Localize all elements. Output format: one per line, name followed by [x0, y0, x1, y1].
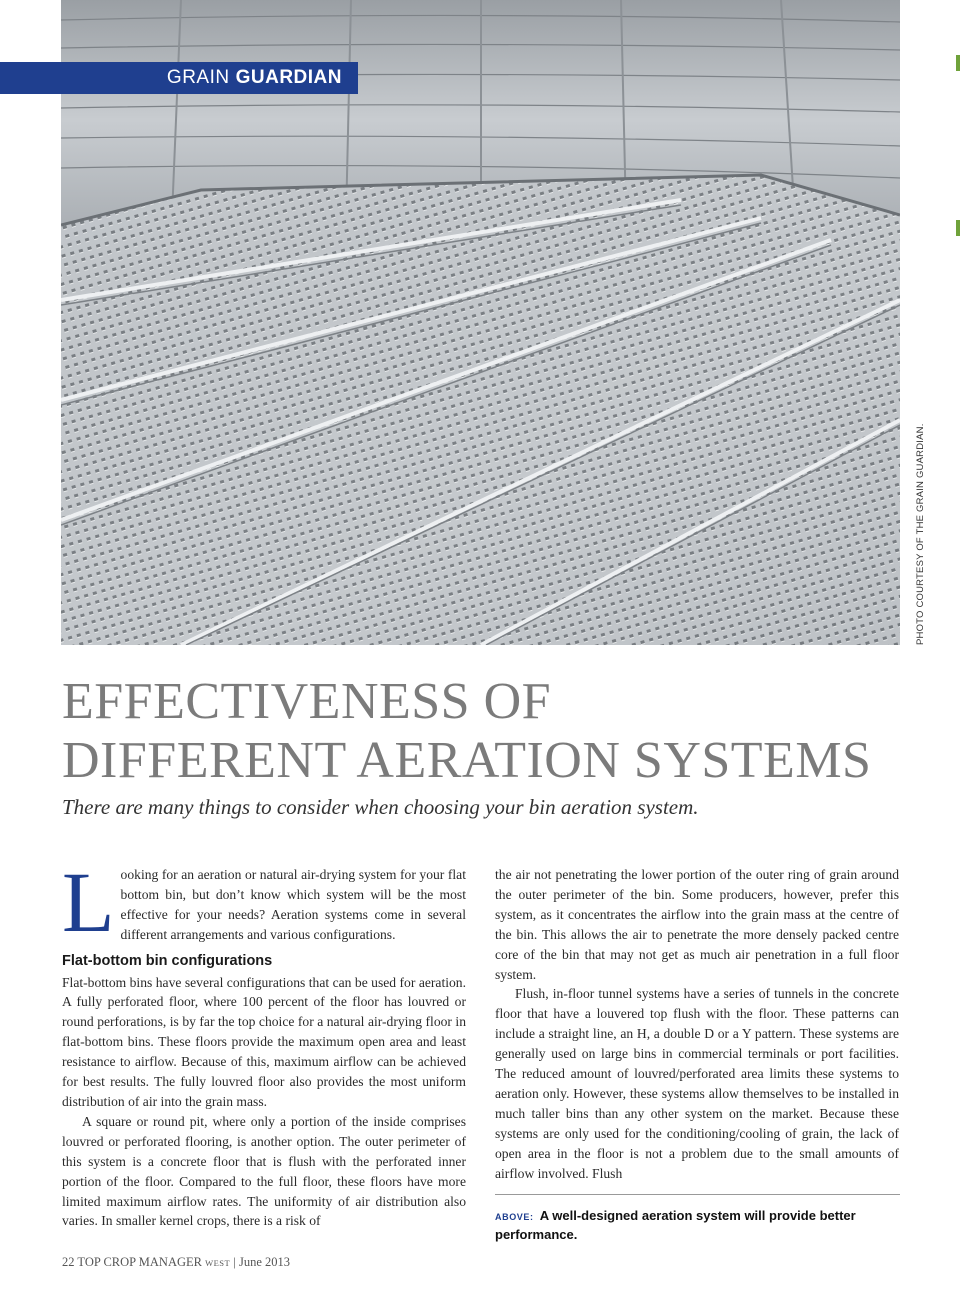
issue-date: June 2013 — [239, 1255, 291, 1269]
title-line-1: EFFECTIVENESS OF — [62, 673, 552, 730]
right-column — [495, 865, 899, 1184]
left-column — [62, 854, 466, 1231]
photo-caption — [495, 1207, 900, 1243]
body-paragraph: Flush, in-floor tunnel systems have a series of tunnels in the concrete floor that have a louvered top flush with the floor. These patterns can include a straight line, an H, a double D or a Y pattern. These systems are generally used on large bins in commercial terminals or port facilities. The reduced amount of louvred/perforated area limits these systems to aeration only. However, these systems allow themselves to be installed in much taller bins than any other system on the market. Because these systems are only used for the conditioning/cooling of grain, the lack of open area in the floor is not a problem due to the small amounts of airflow involved. Flush — [495, 986, 899, 1181]
page-footer — [62, 1255, 290, 1270]
caption-text: A well-designed aeration system will provide better performance. — [495, 1208, 856, 1242]
page-number: 22 — [62, 1255, 75, 1269]
caption-divider — [495, 1194, 900, 1195]
section-tag — [0, 62, 358, 94]
intro-text: ooking for an aeration or natural air-drying system for your flat bottom bin, but don’t know which system will be the most effective for your needs? Aeration systems come in several different arrangements and various configurations. — [120, 867, 466, 942]
section-name: GUARDIAN — [235, 67, 342, 88]
edge-marker — [956, 55, 960, 71]
magazine-name: TOP CROP MANAGER — [77, 1255, 202, 1269]
aeration-floor-illustration — [61, 0, 900, 645]
intro-paragraph — [62, 854, 466, 950]
body-paragraph: the air not penetrating the lower portion of the outer ring of grain around the outer perimeter of the bin. Some producers, however, prefer this system, as it concentrates the airflow into the grain mass at the centre of the bin. This allows the air to penetrate the more densely packed centre core of the bin that may not get as much air penetration in a full floor system. — [495, 867, 899, 982]
cover-photo — [61, 0, 900, 645]
title-line-2: DIFFERENT AERATION SYSTEMS — [62, 732, 872, 789]
body-paragraph: Flat-bottom bins have several configurations that can be used for aeration. A fully perforated floor, where 100 percent of the floor has louvred or round perforations, is by far the top choice for a natural air-drying floor in flat-bottom bins. These floors provide the maximum open area and least resistance to airflow. Because of this, maximum airflow can be achieved for best results. The fully louvred floor also provides the most uniform distribution of air into the grain mass. — [62, 974, 466, 1109]
photo-credit: PHOTO COURTESY OF THE GRAIN GUARDIAN. — [915, 423, 926, 645]
article-deck: There are many things to consider when choosing your bin aeration system. — [62, 795, 699, 819]
drop-cap: L — [62, 854, 115, 950]
subheading: Flat-bottom bin configurations — [62, 952, 273, 969]
article-title — [62, 672, 942, 790]
footer-separator: | — [233, 1255, 236, 1269]
section-prefix: GRAIN — [166, 67, 230, 88]
edge-marker — [956, 220, 960, 236]
caption-label: ABOVE: — [495, 1212, 534, 1222]
body-paragraph: A square or round pit, where only a portion of the inside comprises louvred or perforated flooring, is another option. The outer perimeter of this system is a concrete floor that is flush with the perforated inner portion of the floor. Compared to the full floor, these floors have more limited maximum airflow rates. The uniformity of air distribution also varies. In smaller kernel crops, there is a risk of — [62, 1113, 466, 1229]
magazine-edition: WEST — [205, 1258, 231, 1268]
